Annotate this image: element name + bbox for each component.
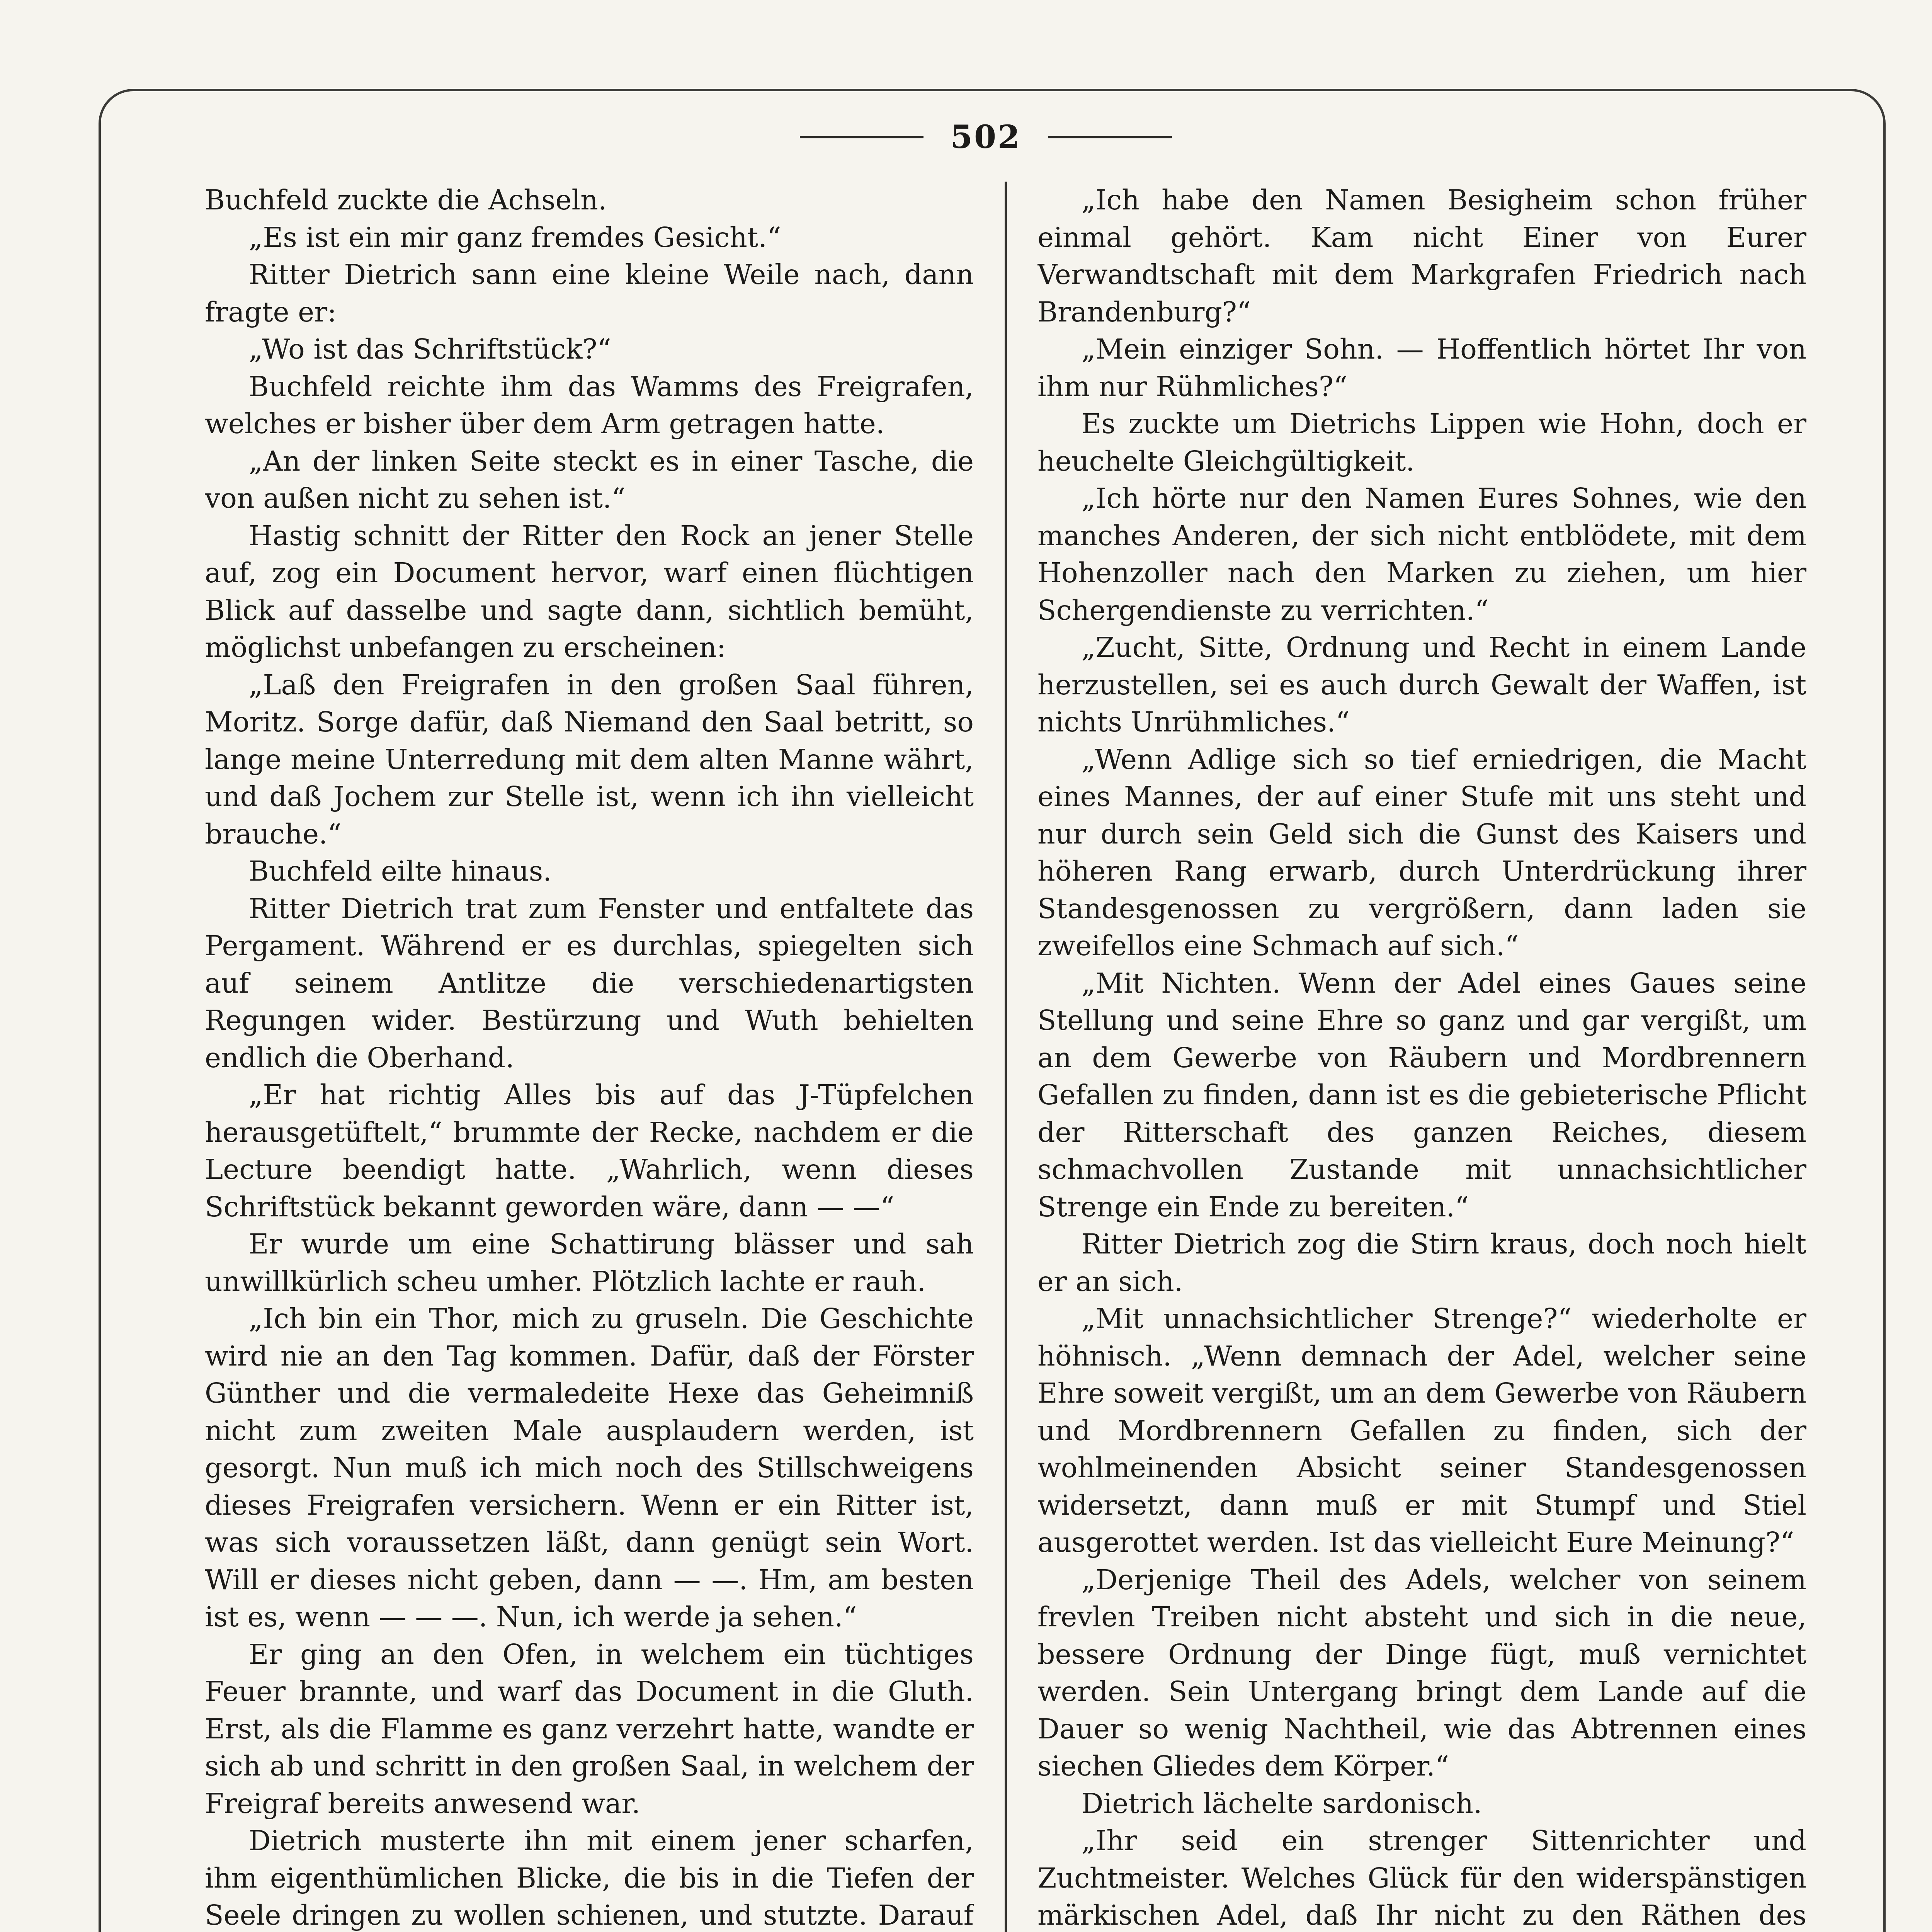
paragraph: Dietrich musterte ihn mit einem jener scharfen, ihm eigenthümlichen Blicke, die bis in die Tiefen der Seele dringen zu wollen schienen, und stutzte. Darauf: [205, 1825, 974, 1931]
paragraph: „Ich hörte nur den Namen Eures Sohnes, wie den manches Anderen, der sich nicht entblödete, mit dem Hohenzoller nach den Marken zu ziehen, um hier Schergendienste zu verrichten.“: [1037, 482, 1806, 626]
paragraph: Dietrich lächelte sardonisch.: [1081, 1787, 1482, 1820]
paragraph: Es zuckte um Dietrichs Lippen wie Hohn, doch er heuchelte Gleichgültigkeit.: [1037, 408, 1806, 477]
paragraph: Er ging an den Ofen, in welchem ein tüchtiges Feuer brannte, und warf das Document in die Gluth. Erst, als die Flamme es ganz verzehrt hatte, wandte er sich ab und schritt in den großen Saal, in welchem der Freigraf bereits anwesend war.: [205, 1638, 974, 1820]
paragraph: Er wurde um eine Schattirung blässer und sah unwillkürlich scheu umher. Plötzlich lachte er rauh.: [205, 1228, 974, 1298]
paragraph: „Ich habe den Namen Besigheim schon früher einmal gehört. Kam nicht Einer von Eurer Verwandtschaft mit dem Markgrafen Friedrich nach Brandenburg?“: [1037, 184, 1806, 328]
page-header: [0, 116, 1932, 158]
header-rule-left: [800, 136, 923, 138]
paragraph: „Er hat richtig Alles bis auf das J-Tüpfelchen herausgetüftelt,“ brummte der Recke, nachdem er die Lecture beendigt hatte. „Wahrlich, wenn dieses Schriftstück bekannt geworden wäre, dann — —“: [205, 1079, 974, 1223]
left-column: [205, 182, 974, 1932]
paragraph: „Mein einziger Sohn. — Hoffentlich hörtet Ihr von ihm nur Rühmliches?“: [1037, 333, 1806, 403]
right-column: [1037, 182, 1806, 1932]
paragraph: Ritter Dietrich zog die Stirn kraus, doch noch hielt er an sich.: [1037, 1228, 1806, 1298]
paragraph: Buchfeld eilte hinaus.: [248, 855, 552, 887]
paragraph: „Es ist ein mir ganz fremdes Gesicht.“: [248, 221, 781, 253]
paragraph: „Mit unnachsichtlicher Strenge?“ wiederholte er höhnisch. „Wenn demnach der Adel, welcher seine Ehre soweit vergißt, um an dem Gewerbe von Räubern und Mordbrennern Gefallen zu finden, sich der wohlmeinenden Absicht seiner Standesgenossen widersetzt, dann muß er mit Stumpf und Stiel ausgerottet werden. Ist das vielleicht Eure Meinung?“: [1037, 1303, 1806, 1558]
paragraph: „Laß den Freigrafen in den großen Saal führen, Moritz. Sorge dafür, daß Niemand den Saal betritt, so lange meine Unterredung mit dem alten Manne währt, und daß Jochem zur Stelle ist, wenn ich ihn vielleicht brauche.“: [205, 668, 974, 850]
page-number: 502: [950, 119, 1022, 156]
paragraph: Ritter Dietrich trat zum Fenster und entfaltete das Pergament. Während er es durchlas, spiegelten sich auf seinem Antlitze die verschiedenartigsten Regungen wider. Bestürzung und Wuth behielten endlich die Oberhand.: [205, 892, 974, 1074]
paragraph: Ritter Dietrich sann eine kleine Weile nach, dann fragte er:: [205, 259, 974, 328]
paragraph: „An der linken Seite steckt es in einer Tasche, die von außen nicht zu sehen ist.“: [205, 445, 974, 514]
paragraph: Buchfeld zuckte die Achseln.: [205, 184, 607, 216]
paragraph: „Zucht, Sitte, Ordnung und Recht in einem Lande herzustellen, sei es auch durch Gewalt der Waffen, ist nichts Unrühmliches.“: [1037, 631, 1806, 738]
paragraph: Buchfeld reichte ihm das Wamms des Freigrafen, welches er bisher über dem Arm getragen hatte.: [205, 370, 974, 440]
column-divider: [1005, 182, 1007, 1932]
paragraph: „Mit Nichten. Wenn der Adel eines Gaues seine Stellung und seine Ehre so ganz und gar vergißt, um an dem Gewerbe von Räubern und Mordbrennern Gefallen zu finden, dann ist es die gebieterische Pflicht der Ritterschaft des ganzen Reiches, diesem schmachvollen Zustande mit unnachsichtlicher Strenge ein Ende zu bereiten.“: [1037, 967, 1806, 1223]
header-rule-right: [1048, 136, 1172, 138]
paragraph: „Wo ist das Schriftstück?“: [248, 333, 611, 365]
paragraph: „Wenn Adlige sich so tief erniedrigen, die Macht eines Mannes, der auf einer Stufe mit uns steht und nur durch sein Geld sich die Gunst des Kaisers und höheren Rang erwarb, durch Unterdrückung ihrer Standesgenossen zu vergrößern, dann laden sie zweifellos eine Schmach auf sich.“: [1037, 743, 1806, 962]
paragraph: „Ich bin ein Thor, mich zu gruseln. Die Geschichte wird nie an den Tag kommen. Dafür, daß der Förster Günther und die vermaledeite Hexe das Geheimniß nicht zum zweiten Male ausplaudern werden, ist gesorgt. Nun muß ich mich noch des Stillschweigens dieses Freigrafen versichern. Wenn er ein Ritter ist, was sich voraussetzen läßt, dann genügt sein Wort. Will er dieses nicht geben, dann — —. Hm, am besten ist es, wenn — — —. Nun, ich werde ja sehen.“: [205, 1303, 974, 1633]
paragraph: „Ihr seid ein strenger Sittenrichter und Zuchtmeister. Welches Glück für den widerspänstigen märkischen Adel, daß Ihr nicht zu den Räthen des: [1037, 1825, 1806, 1931]
paragraph: „Derjenige Theil des Adels, welcher von seinem frevlen Treiben nicht absteht und sich in die neue, bessere Ordnung der Dinge fügt, muß vernichtet werden. Sein Untergang bringt dem Lande auf die Dauer so wenig Nachtheil, wie das Abtrennen eines siechen Gliedes dem Körper.“: [1037, 1563, 1806, 1782]
paragraph: Hastig schnitt der Ritter den Rock an jener Stelle auf, zog ein Document hervor, warf einen flüchtigen Blick auf dasselbe und sagte dann, sichtlich bemüht, möglichst unbefangen zu erscheinen:: [205, 519, 974, 663]
